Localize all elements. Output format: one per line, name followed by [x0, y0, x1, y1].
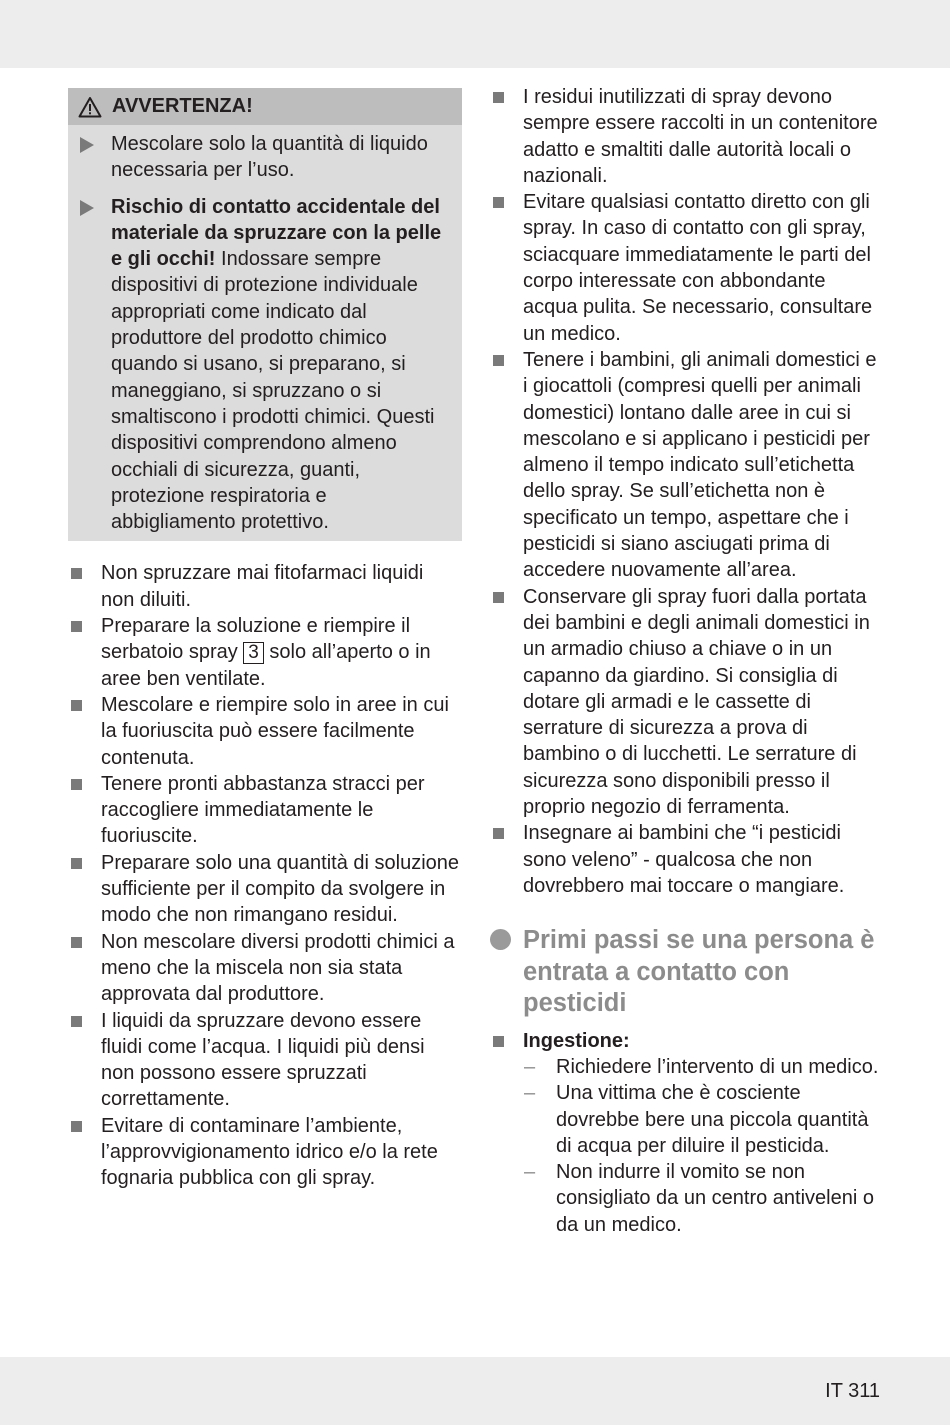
list-item-text: Evitare di contaminare l’ambiente, l’approvvigionamento idrico e/o la rete fognaria pubblica con gli spray.: [101, 1114, 438, 1190]
list-item: [490, 84, 882, 189]
list-item-text: I residui inutilizzati di spray devono sempre essere raccolti in un contenitore adatto e smaltiti dalle autorità locali o nazionali.: [523, 86, 878, 187]
square-bullet-icon: [493, 1036, 504, 1047]
list-item: [490, 820, 882, 899]
left-column: [68, 88, 462, 1192]
list-item-text: Mescolare e riempire solo in aree in cui la fuoriuscita può essere facilmente contenuta.: [101, 693, 449, 769]
list-item: [68, 1008, 462, 1113]
square-bullet-icon: [71, 858, 82, 869]
circle-bullet-icon: [490, 929, 511, 950]
square-bullet-icon: [71, 1121, 82, 1132]
square-bullet-icon: [493, 355, 504, 366]
list-item: [68, 850, 462, 929]
sub-list-item-text: Una vittima che è cosciente dovrebbe bere una piccola quantità di acqua per diluire il pesticida.: [556, 1082, 869, 1157]
list-item: [490, 584, 882, 821]
list-item: [68, 1113, 462, 1192]
sub-list-item: [523, 1159, 882, 1238]
section-heading: [490, 925, 882, 1020]
list-item-text: I liquidi da spruzzare devono essere fluidi come l’acqua. I liquidi più densi non possono essere spruzzati correttamente.: [101, 1009, 425, 1111]
warning-title: AVVERTENZA!: [112, 95, 253, 117]
list-item: [490, 189, 882, 347]
list-item: [68, 613, 462, 692]
square-bullet-icon: [493, 92, 504, 103]
dash-bullet-icon: –: [524, 1056, 536, 1078]
list-item-text: Non mescolare diversi prodotti chimici a meno che la miscela non sia stata approvata dal produttore.: [101, 930, 455, 1006]
ingestion-steps: [523, 1054, 882, 1238]
arrow-right-icon: [80, 137, 94, 153]
list-item: [68, 560, 462, 613]
list-item-text: Conservare gli spray fuori dalla portata dei bambini e degli animali domestici in un armadio chiuso a chiave o in un capanno da giardino. Si consiglia di dotare gli armadi e le cassette di serrature di sicurezza a prova di bambino o di lucchetti. Le serrature di sicurezza sono disponibili presso il proprio negozio di ferramenta.: [523, 585, 870, 819]
list-item-text: Non spruzzare mai fitofarmaci liquidi non diluiti.: [101, 562, 424, 611]
square-bullet-icon: [71, 1016, 82, 1027]
warning-item: [68, 131, 462, 184]
footer-band: [0, 1357, 950, 1425]
section-title: Primi passi se una persona è entrata a contatto con pesticidi: [523, 926, 875, 1018]
warning-item-text: Indossare sempre dispositivi di protezione individuale appropriati come indicato dal produttore del prodotto chimico quando si usano, si preparano, si maneggiano, si spruzzano o si smaltiscono i prodotti chimici. Questi dispositivi comprendono almeno occhiali di sicurezza, guanti, protezione respiratoria e abbigliamento protettivo.: [111, 248, 435, 534]
square-bullet-icon: [493, 828, 504, 839]
dash-bullet-icon: –: [524, 1082, 536, 1105]
list-item-text: Preparare solo una quantità di soluzione sufficiente per il compito da svolgere in modo che non rimangano residui.: [101, 851, 460, 927]
warning-header: [68, 88, 462, 125]
header-band: [0, 0, 950, 68]
arrow-right-icon: [80, 200, 94, 216]
warning-item-bold-text: Rischio di contatto accidentale del materiale da spruzzare con la pelle e gli occhi!: [111, 195, 442, 271]
part-reference-number: 3: [243, 642, 264, 664]
page-number: IT 311: [825, 1380, 880, 1402]
list-item-text: Preparare la soluzione e riempire il serbatoio spray: [101, 615, 411, 664]
list-item-text: Tenere pronti abbastanza stracci per raccogliere immediatamente le fuoriuscite.: [101, 772, 425, 848]
left-bullet-list: [68, 560, 462, 1191]
sub-list-item-text: Richiedere l’intervento di un medico.: [556, 1056, 879, 1078]
warning-item-text: Mescolare solo la quantità di liquido necessaria per l’uso.: [111, 133, 428, 182]
sub-list-item: [523, 1080, 882, 1159]
dash-bullet-icon: –: [524, 1161, 536, 1184]
right-column: [490, 84, 882, 1238]
first-aid-list: [490, 1028, 882, 1238]
sub-list-item: [523, 1054, 882, 1080]
square-bullet-icon: [71, 621, 82, 632]
list-item: [68, 692, 462, 771]
list-item: [490, 347, 882, 584]
square-bullet-icon: [71, 700, 82, 711]
list-item: [68, 771, 462, 850]
warning-item: [68, 194, 462, 536]
right-bullet-list: [490, 84, 882, 899]
warning-box: [68, 88, 462, 541]
list-item: [490, 1028, 882, 1238]
sub-list-item-text: Non indurre il vomito se non consigliato da un centro antiveleni o da un medico.: [556, 1161, 874, 1236]
warning-triangle-icon: [78, 96, 104, 118]
list-item-text: Tenere i bambini, gli animali domestici e i giocattoli (compresi quelli per animali domestici) lontano dalle aree in cui si mescolano e si applicano i pesticidi per almeno il tempo indicato sull’etichetta dello spray. Se sull’etichetta non è specificato un tempo, aspettare che i pesticidi si siano asciugati prima di accedere nuovamente all’area.: [523, 348, 877, 582]
list-item-text: Insegnare ai bambini che “i pesticidi sono veleno” - qualcosa che non dovrebbero mai toccare o mangiare.: [523, 822, 845, 897]
ingestion-label: Ingestione:: [523, 1029, 630, 1052]
list-item-text: Evitare qualsiasi contatto diretto con gli spray. In caso di contatto con gli spray, sciacquare immediatamente le parti del corpo interessate con abbondante acqua pulita. Se necessario, consultare un medico.: [523, 191, 873, 345]
square-bullet-icon: [71, 937, 82, 948]
square-bullet-icon: [493, 592, 504, 603]
list-item: [68, 929, 462, 1008]
square-bullet-icon: [493, 197, 504, 208]
square-bullet-icon: [71, 568, 82, 579]
list-item-text: solo all’aperto o in aree ben ventilate.: [101, 641, 431, 690]
square-bullet-icon: [71, 779, 82, 790]
